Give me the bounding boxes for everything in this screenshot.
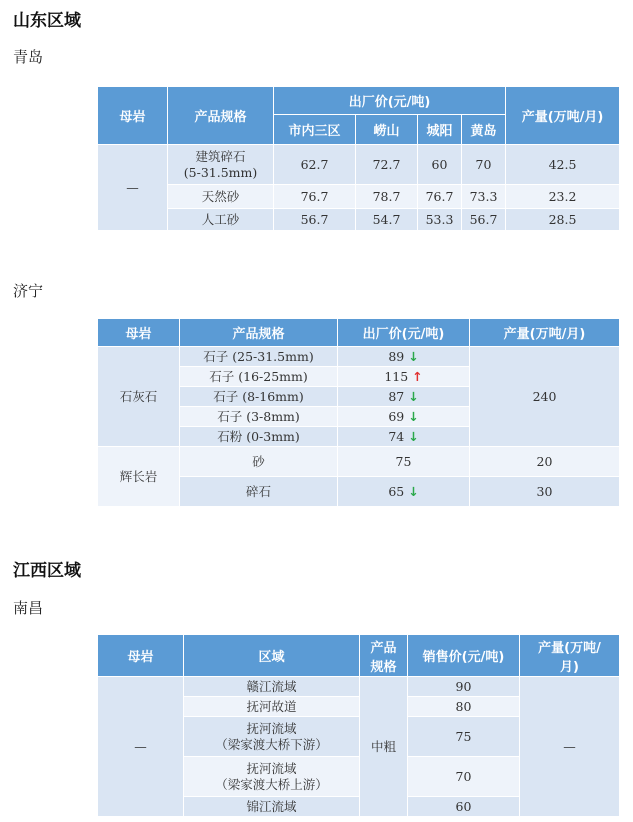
header-area-huangdao: 黄岛: [462, 115, 506, 145]
price-cell: 75: [338, 447, 470, 477]
header-price-group: 出厂价(元/吨): [274, 87, 506, 115]
area-cell: 锦江流域: [184, 797, 360, 817]
price-cell: 53.3: [418, 209, 462, 231]
rock-cell: 辉长岩: [98, 447, 180, 507]
price-cell: [338, 477, 470, 507]
spec-cell: 石子 (8-16mm): [180, 387, 338, 407]
header-output-line: 月): [560, 659, 579, 675]
area-line: 抚河流域: [246, 720, 297, 736]
price-cell: 54.7: [356, 209, 418, 231]
price-cell: 75: [408, 717, 520, 757]
spec-cell: 石子 (25-31.5mm): [180, 347, 338, 367]
header-spec-line: 产品: [370, 640, 397, 656]
price-value: 74: [388, 428, 405, 444]
price-cell: 62.7: [274, 145, 356, 185]
rock-cell: —: [98, 145, 168, 231]
header-spec: [360, 635, 408, 677]
spec-cell: 天然砂: [168, 185, 274, 209]
city-heading-nanchang: 南昌: [13, 599, 44, 617]
spec-cell: 石子 (3-8mm): [180, 407, 338, 427]
header-rock: 母岩: [98, 635, 184, 677]
header-output: [520, 635, 620, 677]
header-output: 产量(万吨/月): [470, 319, 620, 347]
table-row: [98, 145, 620, 185]
arrow-up-icon: ↑: [412, 368, 423, 384]
header-area: 区域: [184, 635, 360, 677]
price-cell: 76.7: [274, 185, 356, 209]
city-heading-qingdao: 青岛: [13, 48, 44, 66]
header-output: 产量(万吨/月): [506, 87, 620, 145]
price-value: 89: [388, 348, 405, 364]
qingdao-price-table: [97, 86, 620, 231]
area-line: （梁家渡大桥上游）: [215, 776, 328, 792]
region-heading-jiangxi: 江西区域: [13, 561, 81, 581]
arrow-down-icon: ↓: [408, 408, 419, 424]
output-cell: 28.5: [506, 209, 620, 231]
output-cell: 30: [470, 477, 620, 507]
price-cell: 60: [418, 145, 462, 185]
header-area-shinei: 市内三区: [274, 115, 356, 145]
table-row: [98, 677, 620, 697]
price-cell: [338, 407, 470, 427]
arrow-down-icon: ↓: [408, 348, 419, 364]
output-cell: —: [520, 677, 620, 817]
price-cell: [338, 427, 470, 447]
spec-line: 建筑碎石: [195, 148, 246, 164]
header-price: 出厂价(元/吨): [338, 319, 470, 347]
price-value: 87: [388, 388, 405, 404]
arrow-down-icon: ↓: [408, 388, 419, 404]
price-value: 69: [388, 408, 405, 424]
output-cell: 23.2: [506, 185, 620, 209]
spec-cell: 石粉 (0-3mm): [180, 427, 338, 447]
price-cell: 73.3: [462, 185, 506, 209]
price-cell: [338, 347, 470, 367]
area-line: （梁家渡大桥下游）: [215, 736, 328, 752]
header-spec-line: 规格: [370, 659, 397, 675]
arrow-down-icon: ↓: [408, 483, 419, 499]
price-cell: 56.7: [462, 209, 506, 231]
price-cell: [338, 387, 470, 407]
table-row: [98, 209, 620, 231]
price-cell: 60: [408, 797, 520, 817]
area-cell: 抚河故道: [184, 697, 360, 717]
price-cell: 90: [408, 677, 520, 697]
price-cell: 70: [408, 757, 520, 797]
price-cell: 78.7: [356, 185, 418, 209]
area-cell: [184, 717, 360, 757]
header-spec: 产品规格: [180, 319, 338, 347]
price-cell: 76.7: [418, 185, 462, 209]
table-row: [98, 185, 620, 209]
spec-cell: 中粗: [360, 677, 408, 817]
spec-cell: 人工砂: [168, 209, 274, 231]
arrow-down-icon: ↓: [408, 428, 419, 444]
area-line: 抚河流域: [246, 760, 297, 776]
nanchang-price-table: [97, 634, 620, 817]
price-cell: 56.7: [274, 209, 356, 231]
header-area-laoshan: 崂山: [356, 115, 418, 145]
price-cell: 70: [462, 145, 506, 185]
city-heading-jining: 济宁: [13, 282, 44, 300]
price-value: 115: [384, 368, 409, 384]
price-cell: [338, 367, 470, 387]
header-area-chengyang: 城阳: [418, 115, 462, 145]
area-cell: 赣江流域: [184, 677, 360, 697]
area-cell: [184, 757, 360, 797]
spec-cell: [168, 145, 274, 185]
region-heading-shandong: 山东区域: [13, 11, 81, 31]
price-cell: 72.7: [356, 145, 418, 185]
table-row: [98, 347, 620, 367]
output-cell: 20: [470, 447, 620, 477]
spec-cell: 砂: [180, 447, 338, 477]
table-row: [98, 447, 620, 477]
spec-cell: 碎石: [180, 477, 338, 507]
rock-cell: 石灰石: [98, 347, 180, 447]
price-cell: 80: [408, 697, 520, 717]
header-output-line: 产量(万吨/: [538, 640, 601, 656]
jining-price-table: [97, 318, 620, 507]
output-cell: 42.5: [506, 145, 620, 185]
output-cell: 240: [470, 347, 620, 447]
rock-cell: —: [98, 677, 184, 817]
price-value: 65: [388, 483, 405, 499]
header-rock: 母岩: [98, 87, 168, 145]
header-spec: 产品规格: [168, 87, 274, 145]
header-price: 销售价(元/吨): [408, 635, 520, 677]
spec-line: (5-31.5mm): [183, 164, 258, 180]
header-rock: 母岩: [98, 319, 180, 347]
spec-cell: 石子 (16-25mm): [180, 367, 338, 387]
